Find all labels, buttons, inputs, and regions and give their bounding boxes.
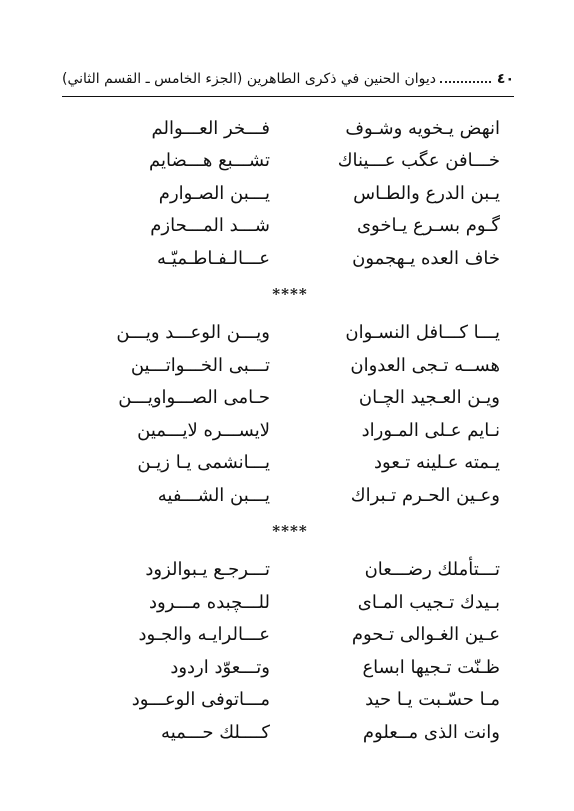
verse-first-hemistich: خـــافن عگب عـــيناك xyxy=(337,150,500,172)
stanza-separator: **** xyxy=(272,521,308,540)
verse-second-hemistich: يـــانشمى يـا زيـن xyxy=(137,452,270,474)
verse-line xyxy=(80,684,500,717)
book-title: ديوان الحنين في ذكرى الطاهرين (الجزء الخامس ـ القسم الثاني) xyxy=(62,71,436,87)
verse-line xyxy=(80,145,500,178)
verse-line xyxy=(80,447,500,480)
verse-first-hemistich: وانت الذى مــعلوم xyxy=(362,721,500,743)
verse-second-hemistich: وتـــعوّد اردود xyxy=(170,656,270,678)
verse-line xyxy=(80,619,500,652)
verse-first-hemistich: خاف العده يـهجمون xyxy=(352,247,500,269)
verse-line xyxy=(80,586,500,619)
stanza-separator: **** xyxy=(272,284,308,303)
verse-second-hemistich: ويـــن الوعـــد ويـــن xyxy=(116,322,270,344)
verse-first-hemistich: مـا حسّـبت يـا حيد xyxy=(365,689,500,711)
header-rule xyxy=(62,96,514,97)
header-dot-leader xyxy=(440,81,491,83)
verse-first-hemistich: نـايم عـلى المـوراد xyxy=(361,419,500,441)
verse-second-hemistich: عـــالـفـاطـميّـه xyxy=(156,247,270,269)
verse-first-hemistich: انهض يـخويه وشـوف xyxy=(345,117,500,139)
verse-line xyxy=(80,242,500,275)
verse-first-hemistich: يـبن الدرع والطـاس xyxy=(353,182,500,204)
verse-second-hemistich: فـــخر العـــوالم xyxy=(151,117,270,139)
stanza-2 xyxy=(80,317,500,512)
verse-second-hemistich: شـــد المـــحازم xyxy=(150,215,270,237)
verse-second-hemistich: مـــاتوفى الوعـــود xyxy=(131,689,270,711)
verse-second-hemistich: تـــرجـع يـبوالزود xyxy=(145,559,270,581)
verse-first-hemistich: يـمته عـلينه تـعود xyxy=(374,452,500,474)
verse-first-hemistich: وعـين الحـرم تـبراك xyxy=(350,484,500,506)
verse-second-hemistich: تشـــبع هـــضايم xyxy=(148,150,270,172)
verse-line xyxy=(80,112,500,145)
verse-second-hemistich: لايســـره لايـــمين xyxy=(137,419,270,441)
verse-line xyxy=(80,716,500,749)
verse-second-hemistich: كــــلك حـــميه xyxy=(161,721,270,743)
verse-first-hemistich: تـــتأملك رضـــعان xyxy=(364,559,500,581)
verse-second-hemistich: تـــبى الخـــواتـــين xyxy=(130,354,270,376)
running-header xyxy=(62,64,514,94)
verse-line xyxy=(80,382,500,415)
verse-second-hemistich: حـامى الصـــواويـــن xyxy=(118,387,270,409)
verse-line xyxy=(80,414,500,447)
verse-second-hemistich: يـــبن الشـــفيه xyxy=(157,484,270,506)
poem xyxy=(80,112,500,749)
verse-second-hemistich: يـــبن الصـوارم xyxy=(158,182,270,204)
verse-first-hemistich: گـوم بسـرع يـاخوى xyxy=(356,215,500,237)
verse-first-hemistich: ظـنّت تـجيها ابساع xyxy=(362,656,500,678)
stanza-3 xyxy=(80,554,500,749)
verse-line xyxy=(80,651,500,684)
verse-first-hemistich: بـيدك تـجيب المـاى xyxy=(357,591,500,613)
verse-first-hemistich: عـين الغـوالى تـحوم xyxy=(351,624,500,646)
verse-first-hemistich: ويـن العـجيد الچـان xyxy=(358,387,500,409)
verse-line xyxy=(80,210,500,243)
stanza-1 xyxy=(80,112,500,275)
verse-line xyxy=(80,317,500,350)
verse-first-hemistich: هســه تـجى العدوان xyxy=(350,354,500,376)
verse-line xyxy=(80,177,500,210)
verse-line xyxy=(80,349,500,382)
page-number: ٤٠ xyxy=(496,71,514,87)
verse-line xyxy=(80,479,500,512)
verse-second-hemistich: عـــالرايـه والجـود xyxy=(138,624,270,646)
verse-first-hemistich: يـــا كـــافل النسـوان xyxy=(345,322,500,344)
verse-second-hemistich: للـــچبده مـــرود xyxy=(148,591,270,613)
verse-line xyxy=(80,554,500,587)
